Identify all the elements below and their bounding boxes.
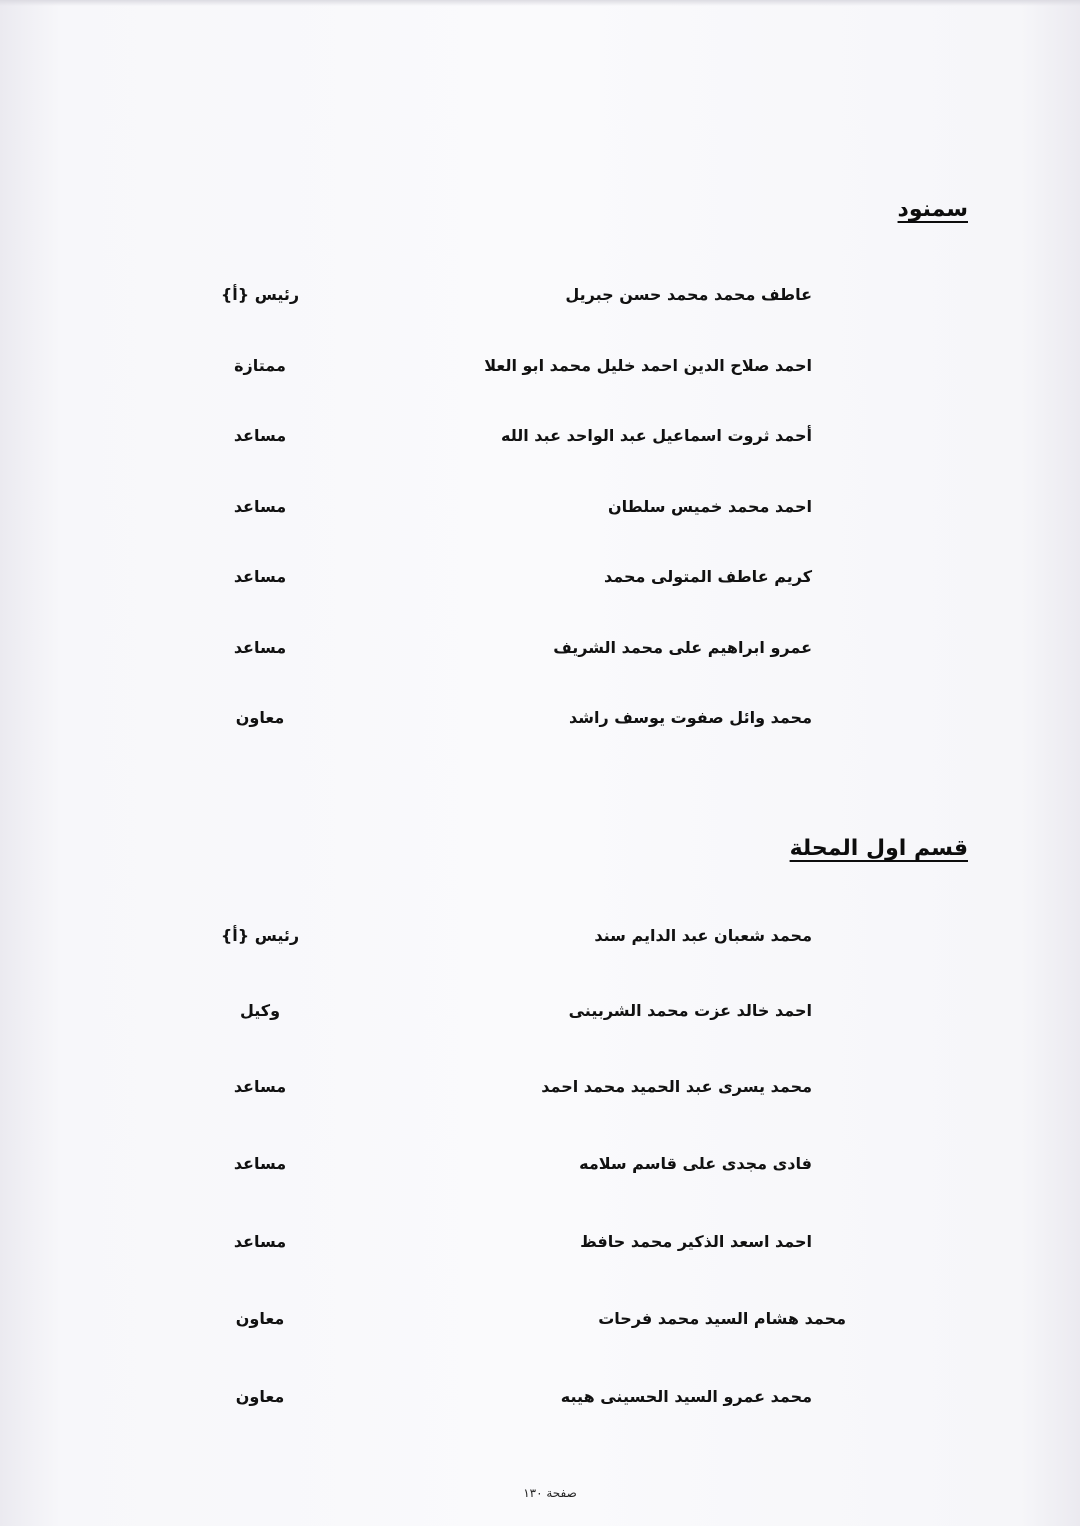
table-row xyxy=(0,996,1080,1026)
officer-name: فادى مجدى على قاسم سلامه xyxy=(579,1154,812,1173)
table-row xyxy=(0,703,1080,733)
officer-rank: معاون xyxy=(235,1387,285,1406)
officer-rank: مساعد xyxy=(233,497,287,516)
table-row xyxy=(0,1304,1080,1334)
table-row xyxy=(0,1227,1080,1257)
officer-rank: معاون xyxy=(235,708,285,727)
section-title-mahalla-first: قسم اول المحلة xyxy=(789,836,968,861)
officer-rank: ممتازة xyxy=(234,356,286,375)
page-number: صفحة ١٣٠ xyxy=(523,1486,577,1500)
officer-name: عاطف محمد محمد حسن جبريل xyxy=(565,285,812,304)
officer-rank: رئيس {أ} xyxy=(220,926,300,945)
officer-rank: مساعد xyxy=(233,1154,287,1173)
officer-name: محمد عمرو السيد الحسينى هيبه xyxy=(560,1387,812,1406)
officer-rank: مساعد xyxy=(233,1232,287,1251)
officer-name: احمد محمد خميس سلطان xyxy=(607,497,812,516)
section-title-samannoud: سمنود xyxy=(897,197,968,222)
table-row xyxy=(0,351,1080,381)
officer-rank: رئيس {أ} xyxy=(220,285,300,304)
officer-rank: مساعد xyxy=(233,1077,287,1096)
officer-name: احمد اسعد الذكير محمد حافظ xyxy=(580,1232,812,1251)
table-row xyxy=(0,562,1080,592)
officer-rank: وكيل xyxy=(239,1001,281,1020)
table-row xyxy=(0,1072,1080,1102)
table-row xyxy=(0,280,1080,310)
officer-rank: مساعد xyxy=(233,567,287,586)
table-row xyxy=(0,421,1080,451)
officer-name: كريم عاطف المتولى محمد xyxy=(604,567,812,586)
officer-name: احمد خالد عزت محمد الشربينى xyxy=(568,1001,812,1020)
officer-rank: مساعد xyxy=(233,426,287,445)
officer-rank: معاون xyxy=(235,1309,285,1328)
officer-name: محمد شعبان عبد الدايم سند xyxy=(594,926,812,945)
table-row xyxy=(0,633,1080,663)
officer-name: أحمد ثروت اسماعيل عبد الواحد عبد الله xyxy=(501,426,812,445)
table-row xyxy=(0,1149,1080,1179)
officer-name: محمد وائل صفوت يوسف راشد xyxy=(569,708,812,727)
scan-top-edge xyxy=(0,0,1080,6)
officer-name: محمد يسرى عبد الحميد محمد احمد xyxy=(541,1077,812,1096)
officer-name: محمد هشام السيد محمد فرحات xyxy=(598,1309,846,1328)
officer-rank: مساعد xyxy=(233,638,287,657)
table-row xyxy=(0,921,1080,951)
table-row xyxy=(0,492,1080,522)
officer-name: احمد صلاح الدين احمد خليل محمد ابو العلا xyxy=(484,356,812,375)
officer-name: عمرو ابراهيم على محمد الشريف xyxy=(553,638,812,657)
table-row xyxy=(0,1382,1080,1412)
